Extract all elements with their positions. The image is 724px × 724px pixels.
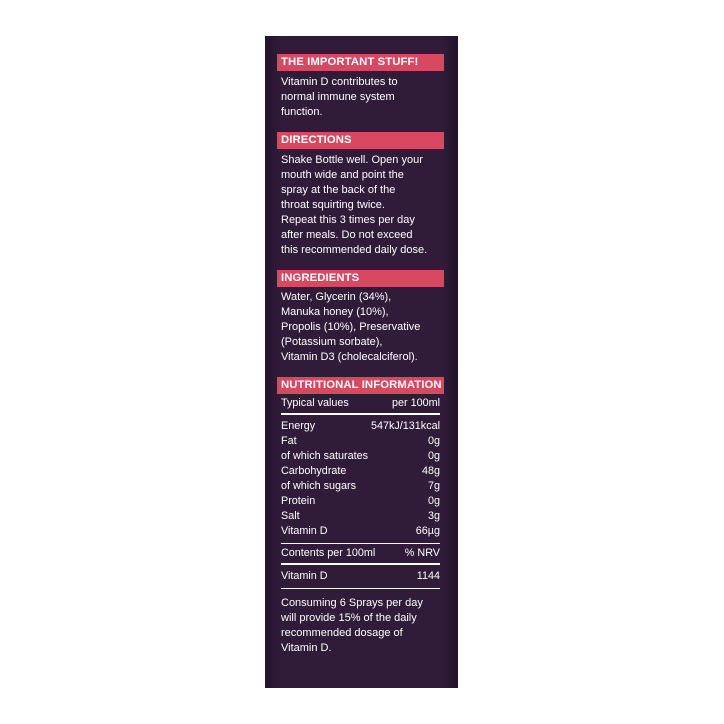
nutrition-section (277, 377, 444, 656)
row-label: Energy (281, 420, 316, 432)
nrv-footnote: Consuming 6 Sprays per day will provide 15% of the daily recommended dosage of Vitamin D. (281, 597, 423, 654)
directions-text: Shake Bottle well. Open your mouth wide and point the spray at the back of the throat squirting twice. Repeat this 3 times per day after meals. Do not exceed this recommended daily dose. (281, 154, 428, 256)
table-divider (281, 413, 440, 415)
row-value: 547kJ/131kcal (370, 420, 440, 432)
row-value: 66µg (415, 525, 440, 537)
table-row (281, 449, 440, 464)
row-value: 7g (427, 480, 440, 492)
important-text: Vitamin D contributes to normal immune system function. (281, 76, 398, 118)
row-value: 1144 (416, 570, 440, 582)
table-row (281, 434, 440, 449)
row-label: of which sugars (281, 480, 357, 492)
row-label: Fat (281, 435, 297, 447)
nutrition-table (277, 394, 444, 589)
product-box-side-panel (265, 36, 458, 688)
table-row (281, 494, 440, 509)
table-row (281, 419, 440, 434)
row-value: 48g (421, 465, 440, 477)
typical-values-label: Typical values (281, 397, 349, 409)
row-value: 0g (427, 435, 440, 447)
nrv-table-header (281, 544, 440, 563)
ingredients-heading: INGREDIENTS (277, 270, 444, 287)
row-value: 0g (427, 495, 440, 507)
directions-heading: DIRECTIONS (277, 132, 444, 149)
important-section (277, 54, 444, 120)
per-100ml-label: per 100ml (391, 397, 440, 409)
nutrition-table-header (281, 394, 440, 413)
row-label: Vitamin D (281, 570, 328, 582)
table-divider (281, 563, 440, 565)
row-label: of which saturates (281, 450, 369, 462)
row-label: Carbohydrate (281, 465, 347, 477)
contents-per-100ml-label: Contents per 100ml (281, 547, 376, 559)
row-value: 3g (427, 510, 440, 522)
directions-section (277, 132, 444, 258)
table-row (281, 509, 440, 524)
ingredients-section (277, 270, 444, 365)
row-label: Vitamin D (281, 525, 328, 537)
row-label: Salt (281, 510, 300, 522)
ingredients-text: Water, Glycerin (34%), Manuka honey (10%), Propolis (10%), Preservative (Potassium sorbate), Vitamin D3 (cholecalciferol). (281, 291, 421, 363)
table-row (281, 464, 440, 479)
table-row (281, 524, 440, 539)
important-heading: THE IMPORTANT STUFF! (277, 54, 444, 71)
nutrition-heading: NUTRITIONAL INFORMATION (277, 377, 444, 394)
row-value: 0g (427, 450, 440, 462)
row-label: Protein (281, 495, 316, 507)
table-row (281, 569, 440, 584)
table-row (281, 479, 440, 494)
nrv-label: % NRV (404, 547, 440, 559)
